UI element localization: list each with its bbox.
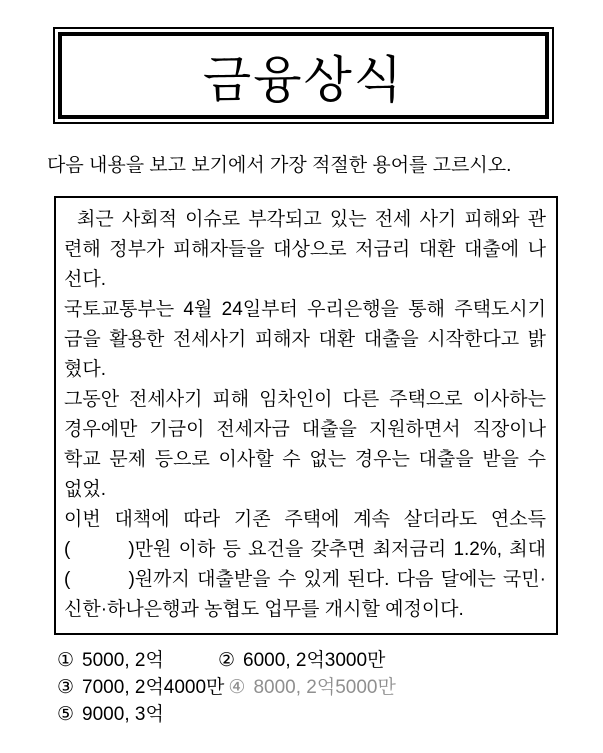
passage-line: 금을 활용한 전세사기 피해자 대환 대출을 시작한다고 밝 [64,329,546,350]
choice-3-text: 7000, 2억4000만 [82,677,225,698]
choice-3[interactable] [57,674,224,701]
passage-line: 이번 대책에 따라 기존 주택에 계속 살더라도 연소득 [64,509,546,530]
passage-line: 신한·하나은행과 농협도 업무를 개시할 예정이다. [64,599,464,620]
choice-1-marker: ① [57,650,75,671]
passage-line: 국토교통부는 4월 24일부터 우리은행을 통해 주택도시기 [64,299,546,320]
choice-5-text: 9000, 3억 [82,704,164,725]
passage-line: 경우에만 기금이 전세자금 대출을 지원하면서 직장이나 [64,419,546,440]
choice-4[interactable] [228,674,395,701]
title-box-inner [58,32,549,119]
choice-2[interactable] [218,647,385,674]
passage-line: ( )만원 이하 등 요건을 갖추면 최저금리 1.2%, 최대 [64,539,546,560]
passage-box [54,196,558,635]
choice-2-text: 6000, 2억3000만 [243,650,386,671]
passage-line: 련해 정부가 피해자들을 대상으로 저금리 대환 대출에 나 [64,239,546,260]
choices-row [57,674,603,701]
instruction-text: 다음 내용을 보고 보기에서 가장 적절한 용어를 고르시오. [47,155,512,176]
title-box [53,27,554,124]
passage-line: 최근 사회적 이슈로 부각되고 있는 전세 사기 피해와 관 [77,209,546,230]
passage-line: 선다. [64,269,106,290]
passage-line: ( )원까지 대출받을 수 있게 된다. 다음 달에는 국민· [64,569,546,590]
passage-line: 없었. [64,479,106,500]
choice-5[interactable] [57,701,164,728]
choices-list [57,647,603,728]
choice-1[interactable] [57,647,214,674]
choice-3-marker: ③ [57,677,75,698]
choice-4-marker: ④ [228,677,246,698]
page-title: 금융상식 [202,51,405,108]
choices-row [57,647,603,674]
choice-5-marker: ⑤ [57,704,75,725]
choices-row [57,701,603,728]
passage-line: 혔다. [64,359,106,380]
passage-line: 학교 문제 등으로 이사할 수 없는 경우는 대출을 받을 수 [64,449,546,470]
passage-line: 그동안 전세사기 피해 임차인이 다른 주택으로 이사하는 [64,389,546,410]
choice-2-marker: ② [218,650,236,671]
choice-4-text: 8000, 2억5000만 [253,677,396,698]
choice-1-text: 5000, 2억 [82,650,164,671]
